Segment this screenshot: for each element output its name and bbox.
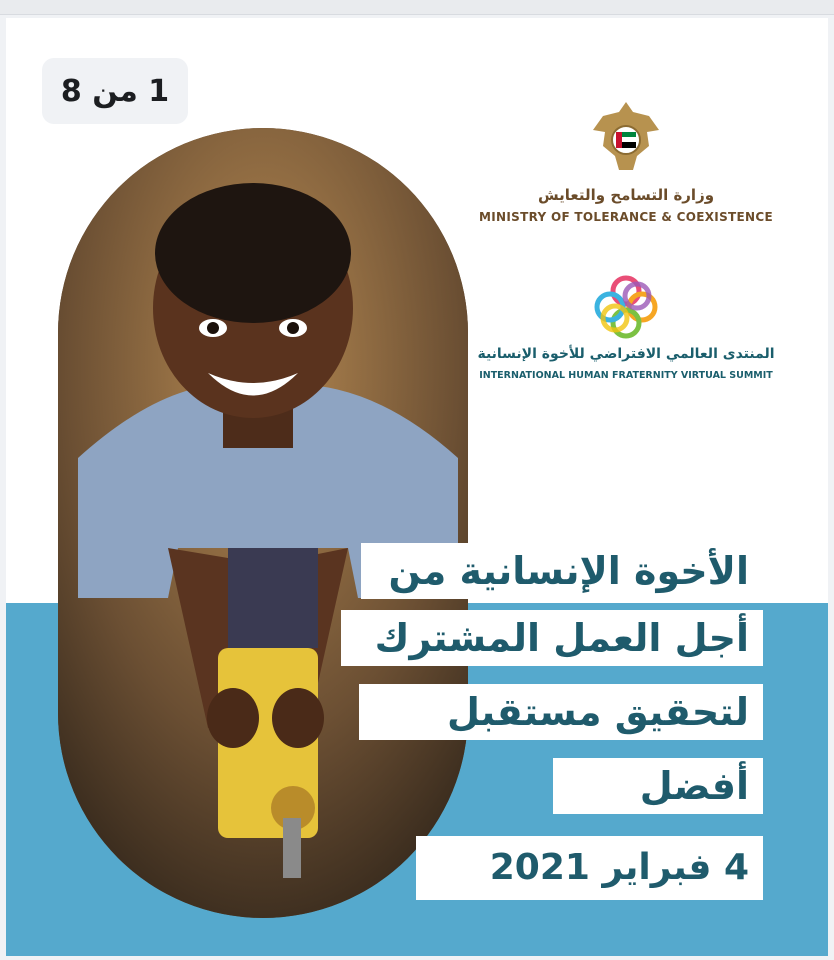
fraternity-flower-icon: [593, 274, 659, 340]
ministry-english-name: MINISTRY OF TOLERANCE & COEXISTENCE: [479, 210, 773, 224]
headline-line-2: أجل العمل المشترك: [341, 610, 763, 666]
uae-emblem-icon: [589, 98, 663, 176]
event-date: 4 فبراير 2021: [416, 836, 763, 900]
image-counter-badge: 1 من 8: [42, 58, 188, 124]
summit-arabic-name: المنتدى العالمي الافتراضي للأخوة الإنسانية: [477, 346, 775, 362]
browser-top-bar: [0, 0, 834, 15]
headline-line-3: لتحقيق مستقبل: [359, 684, 763, 740]
child-illustration: [58, 128, 468, 918]
headline-line-4: أفضل: [553, 758, 763, 814]
post-image-card: [6, 18, 828, 956]
child-photo: [58, 128, 468, 918]
ministry-arabic-name: وزارة التسامح والتعايش: [537, 186, 715, 204]
headline-line-1: الأخوة الإنسانية من: [361, 543, 763, 599]
summit-english-name: INTERNATIONAL HUMAN FRATERNITY VIRTUAL SUMMIT: [479, 370, 773, 381]
